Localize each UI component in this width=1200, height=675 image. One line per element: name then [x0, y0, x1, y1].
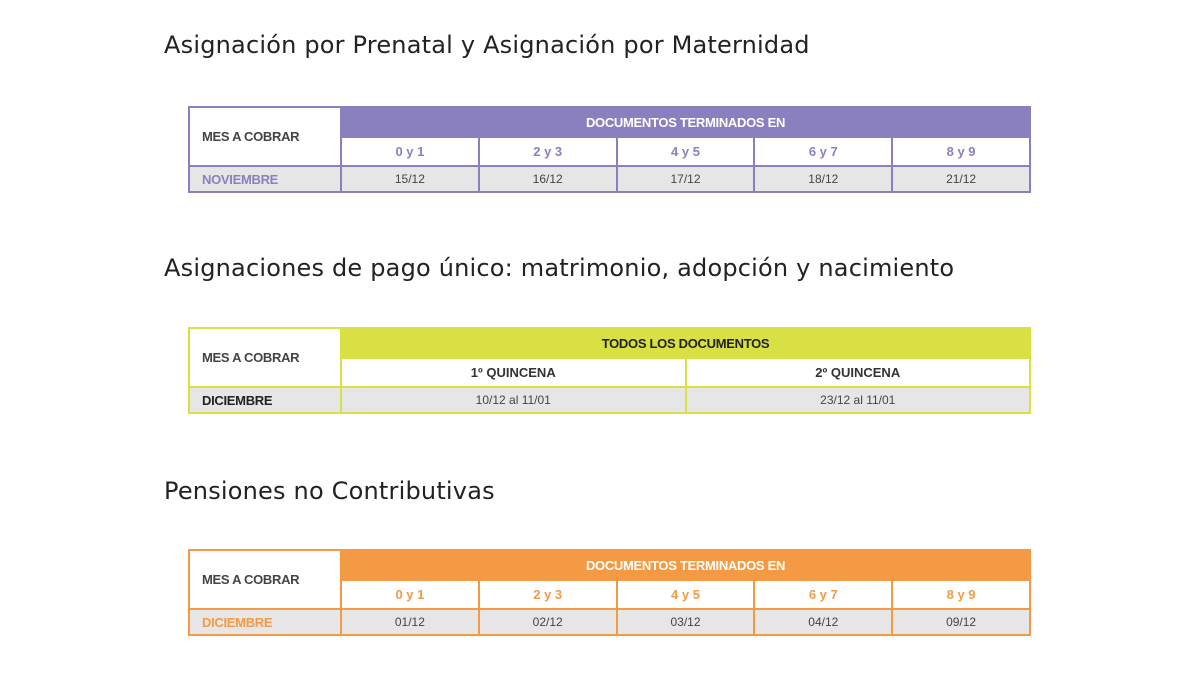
date-cell: 21/12: [892, 166, 1030, 192]
date-cell: 23/12 al 11/01: [686, 387, 1031, 413]
date-cell: 18/12: [754, 166, 892, 192]
column-header: 8 y 9: [892, 137, 1030, 166]
table-row: [189, 609, 1030, 635]
column-header: 2 y 3: [479, 137, 617, 166]
date-cell: 04/12: [754, 609, 892, 635]
schedule-table-pensiones: [188, 549, 1031, 636]
month-cell: DICIEMBRE: [189, 387, 341, 413]
column-header: 1º QUINCENA: [341, 358, 686, 387]
column-header: 4 y 5: [617, 580, 755, 609]
section-title-prenatal-maternidad: Asignación por Prenatal y Asignación por Maternidad: [164, 31, 810, 59]
date-cell: 16/12: [479, 166, 617, 192]
mes-a-cobrar-label: MES A COBRAR: [189, 107, 341, 166]
column-header: 0 y 1: [341, 137, 479, 166]
table-header: TODOS LOS DOCUMENTOS: [341, 328, 1030, 358]
table-row: [189, 166, 1030, 192]
table-header: DOCUMENTOS TERMINADOS EN: [341, 107, 1030, 137]
column-header: 4 y 5: [617, 137, 755, 166]
date-cell: 17/12: [617, 166, 755, 192]
schedule-table-prenatal-maternidad: [188, 106, 1031, 193]
column-header: 6 y 7: [754, 580, 892, 609]
month-cell: DICIEMBRE: [189, 609, 341, 635]
column-header: 2 y 3: [479, 580, 617, 609]
section-title-pensiones: Pensiones no Contributivas: [164, 477, 495, 505]
section-title-pago-unico: Asignaciones de pago único: matrimonio, adopción y nacimiento: [164, 254, 955, 282]
mes-a-cobrar-label: MES A COBRAR: [189, 550, 341, 609]
table-row: [189, 387, 1030, 413]
column-header: 0 y 1: [341, 580, 479, 609]
schedule-table-pago-unico: [188, 327, 1031, 414]
date-cell: 03/12: [617, 609, 755, 635]
date-cell: 15/12: [341, 166, 479, 192]
date-cell: 10/12 al 11/01: [341, 387, 686, 413]
date-cell: 09/12: [892, 609, 1030, 635]
month-cell: NOVIEMBRE: [189, 166, 341, 192]
column-header: 6 y 7: [754, 137, 892, 166]
column-header: 8 y 9: [892, 580, 1030, 609]
date-cell: 01/12: [341, 609, 479, 635]
table-header: DOCUMENTOS TERMINADOS EN: [341, 550, 1030, 580]
column-header: 2º QUINCENA: [686, 358, 1031, 387]
date-cell: 02/12: [479, 609, 617, 635]
mes-a-cobrar-label: MES A COBRAR: [189, 328, 341, 387]
